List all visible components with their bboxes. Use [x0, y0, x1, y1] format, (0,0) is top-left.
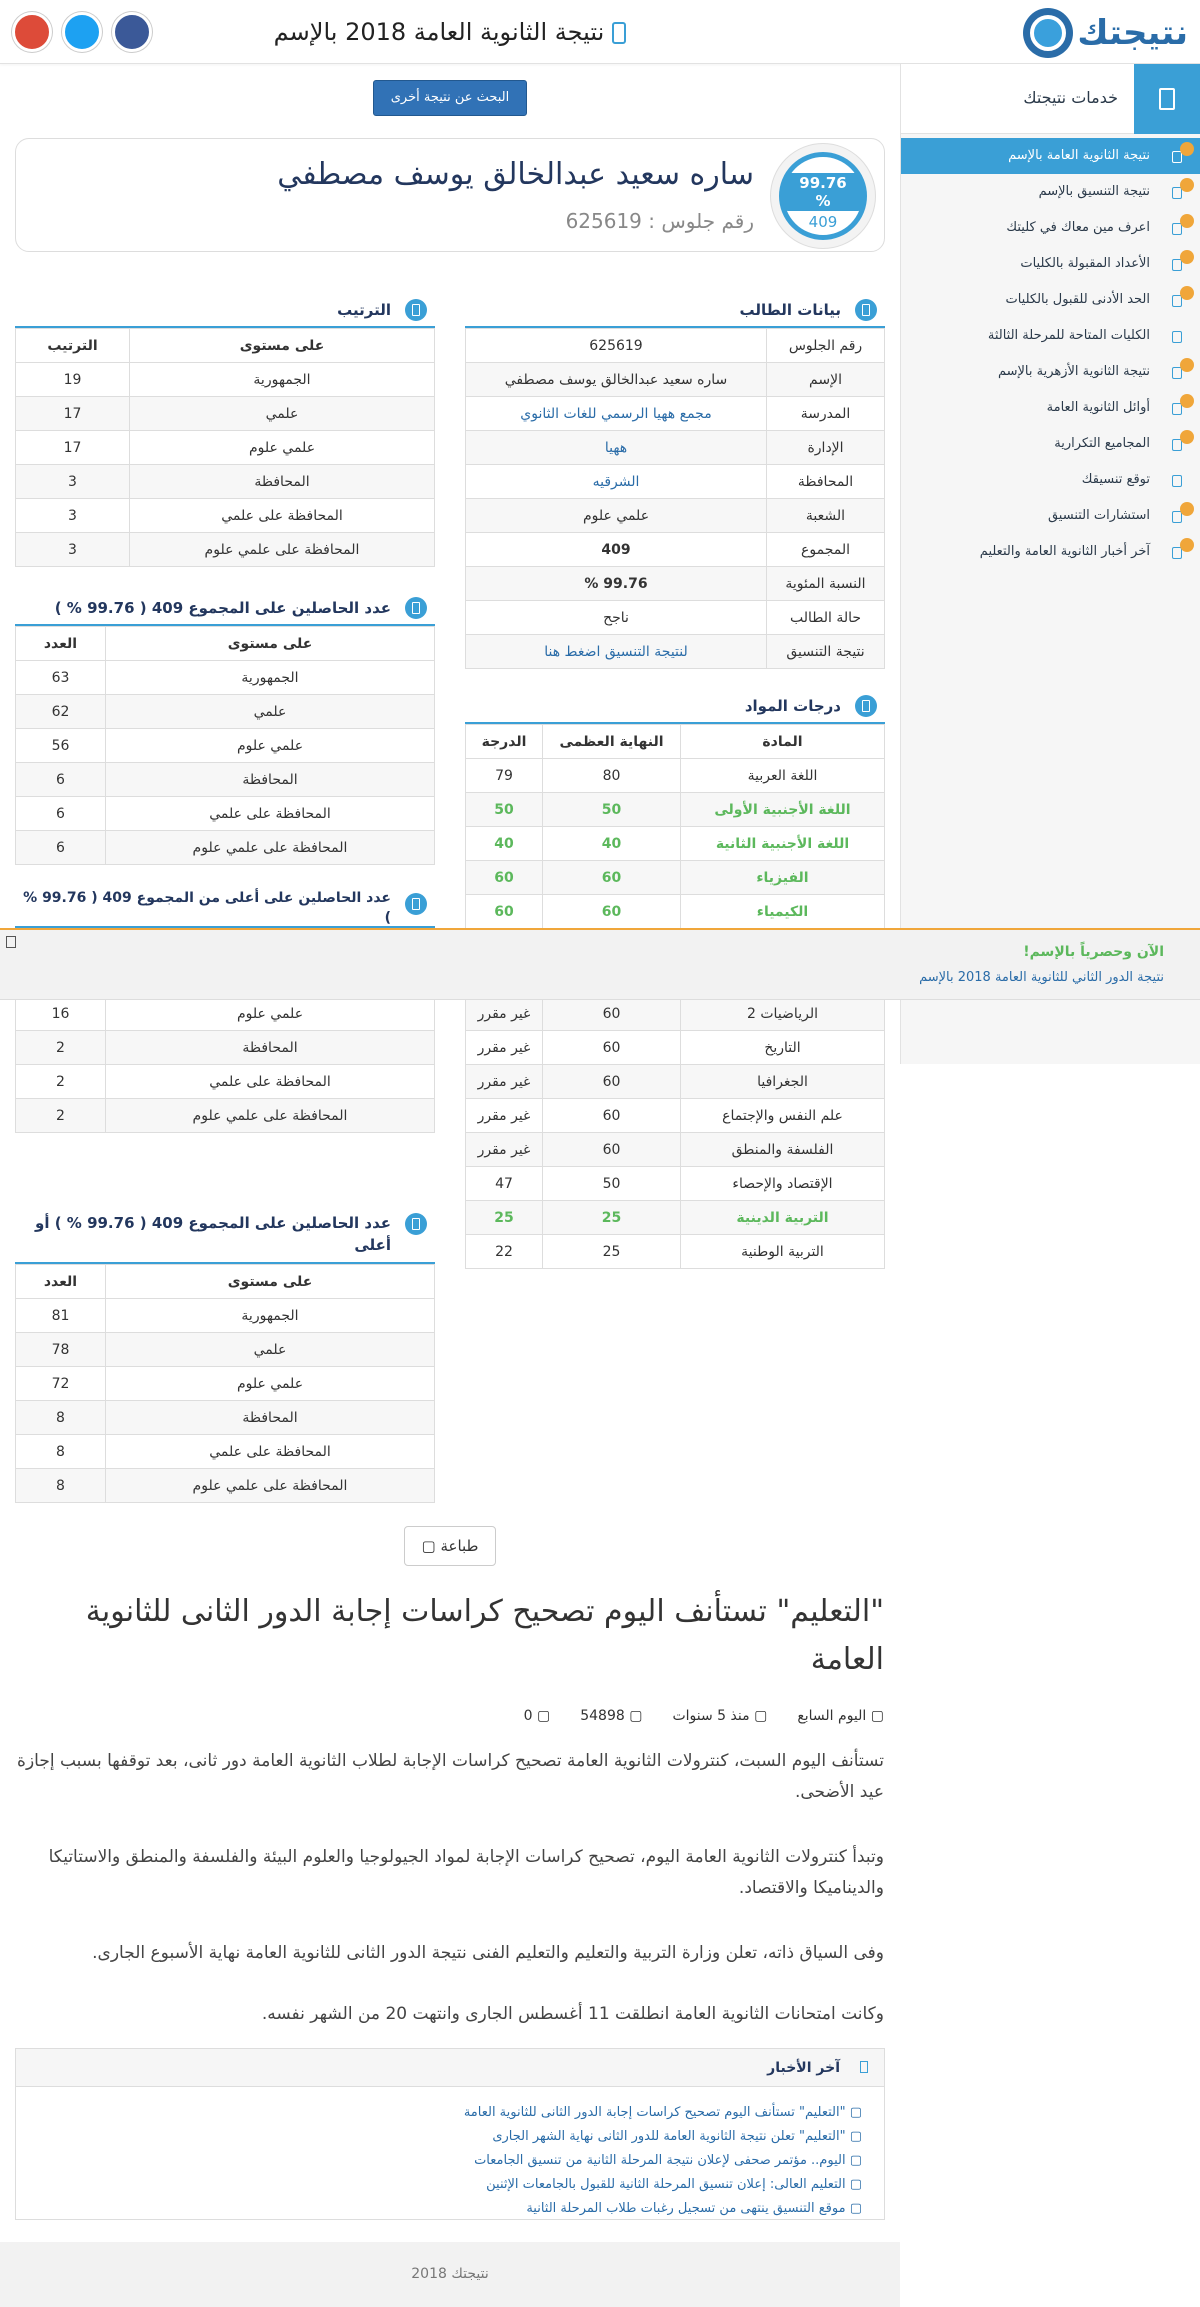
level-cell: علمي علوم: [106, 1367, 435, 1401]
article-paragraph: وكانت امتحانات الثانوية العامة انطلقت 11 أغسطس الجارى وانتهت 20 من الشهر نفسه.: [261, 2004, 884, 2024]
sidebar-item-label: الحد الأدنى للقبول بالكليات: [1005, 292, 1150, 307]
table-row: [466, 567, 885, 601]
table-cell: 80: [543, 759, 681, 793]
close-icon[interactable]: [6, 936, 16, 948]
table-cell: الكيمياء: [681, 895, 885, 929]
table-row: [16, 797, 435, 831]
col-header: على مستوى: [106, 627, 435, 661]
page-title-text: نتيجة الثانوية العامة 2018 بالإسم: [273, 18, 605, 46]
table-cell: 50: [466, 793, 543, 827]
table-row: [16, 729, 435, 763]
count-cell: 2: [16, 1031, 106, 1065]
panel-title: عدد الحاصلين على أعلى من المجموع 409 ( 99.76 % ): [23, 890, 391, 926]
panel-title: درجات المواد: [744, 697, 841, 715]
news-header: [16, 2049, 884, 2087]
views-text: 54898: [580, 1708, 625, 1724]
time-label: ▢ منذ 5 سنوات: [672, 1708, 768, 1724]
field-value: 409: [466, 533, 767, 567]
table-cell: التربية الوطنية: [681, 1235, 885, 1269]
info-icon: [405, 1213, 427, 1235]
table-cell: 25: [543, 1201, 681, 1235]
level-cell: المحافظة على علمي علوم: [106, 831, 435, 865]
sidebar-item-label: الكليات المتاحة للمرحلة الثالثة: [987, 328, 1150, 343]
services-icon: [1134, 64, 1200, 134]
or-higher-table: [15, 1264, 435, 1503]
count-cell: 16: [16, 997, 106, 1031]
table-cell: 25: [466, 1201, 543, 1235]
info-icon: [855, 299, 877, 321]
table-cell: 22: [466, 1235, 543, 1269]
link-icon: [1172, 331, 1182, 343]
sidebar-item-label: اعرف مين معاك في كليتك: [1006, 220, 1150, 235]
sidebar-title: خدمات نتيجتك: [1023, 88, 1118, 107]
field-label: حالة الطالب: [767, 601, 885, 635]
news-link[interactable]: [16, 2173, 862, 2197]
panel-header: [15, 886, 435, 928]
table-row: [466, 759, 885, 793]
table-cell: اللغة الأجنبية الثانية: [681, 827, 885, 861]
field-value: علمي علوم: [466, 499, 767, 533]
table-row: [16, 695, 435, 729]
promo-banner: [0, 928, 1200, 1000]
level-cell: علمي علوم: [130, 431, 435, 465]
table-row: [16, 1333, 435, 1367]
percent-value: 99.76 %: [784, 173, 862, 211]
field-label: الإسم: [767, 363, 885, 397]
table-cell: 60: [466, 895, 543, 929]
logo-icon: [1023, 8, 1073, 58]
table-cell: الفيزياء: [681, 861, 885, 895]
sidebar-item[interactable]: [901, 282, 1200, 318]
panel-title: عدد الحاصلين على المجموع 409 ( 99.76 % ): [54, 599, 391, 617]
col-header: العدد: [16, 627, 106, 661]
table-row: [16, 997, 435, 1031]
sidebar-header: [901, 64, 1200, 134]
student-name: ساره سعيد عبدالخالق يوسف مصطفي: [277, 157, 754, 192]
level-cell: المحافظة على علمي: [106, 1435, 435, 1469]
table-cell: غير مقرر: [466, 1099, 543, 1133]
sidebar-item-label: آخر أخبار الثانوية العامة والتعليم: [979, 544, 1150, 559]
field-label: المجموع: [767, 533, 885, 567]
sidebar-item[interactable]: [901, 390, 1200, 426]
sidebar-item[interactable]: [901, 318, 1200, 354]
table-row: [466, 1201, 885, 1235]
news-link-text: موقع التنسيق ينتهى من تسجيل رغبات طلاب المرحلة الثانية: [526, 2201, 846, 2216]
article-paragraph: وفى السياق ذاته، تعلن وزارة التربية والتعليم والتعليم الفنى نتيجة الدور الثانى للثانوية العامة نهاية الأسبوع الجارى.: [92, 1943, 884, 1963]
table-cell: التاريخ: [681, 1031, 885, 1065]
same-total-table: [15, 626, 435, 865]
count-cell: 56: [16, 729, 106, 763]
table-row: [466, 1167, 885, 1201]
student-info-table: [465, 328, 885, 669]
panel-header: [15, 1206, 435, 1264]
news-link-text: "التعليم" تستأنف اليوم تصحيح كراسات إجابة الدور الثانى للثانوية العامة: [463, 2105, 846, 2120]
new-badge-icon: [1180, 286, 1194, 300]
seat-number: رقم جلوس : 625619: [565, 209, 754, 233]
sidebar-item[interactable]: [901, 462, 1200, 498]
count-cell: 72: [16, 1367, 106, 1401]
google-plus-icon[interactable]: [12, 12, 52, 52]
bullet-icon: ▢: [845, 2129, 862, 2144]
field-label: الإدارة: [767, 431, 885, 465]
table-row: [466, 861, 885, 895]
table-cell: 50: [543, 1167, 681, 1201]
sidebar-item-label: المجاميع التكرارية: [1054, 436, 1150, 451]
news-link[interactable]: [16, 2125, 862, 2149]
sidebar-item-label: استشارات التنسيق: [1047, 508, 1150, 523]
sidebar-item[interactable]: [901, 246, 1200, 282]
table-cell: الإقتصاد والإحصاء: [681, 1167, 885, 1201]
rank-panel: [15, 292, 435, 567]
table-row: [466, 1235, 885, 1269]
article-paragraph: تستأنف اليوم السبت، كنترولات الثانوية العامة تصحيح كراسات الإجابة لطلاب الثانوية العامة دور ثانى، بعد توقفها بسبب إجازة عيد الأضحى.: [17, 1751, 884, 1802]
level-cell: علمي: [130, 397, 435, 431]
field-label: المحافظة: [767, 465, 885, 499]
level-cell: المحافظة على علمي: [106, 797, 435, 831]
info-icon: [855, 695, 877, 717]
count-cell: 6: [16, 797, 106, 831]
twitter-icon[interactable]: [62, 12, 102, 52]
field-value: 625619: [466, 329, 767, 363]
table-row: [16, 465, 435, 499]
count-cell: 2: [16, 1099, 106, 1133]
facebook-icon[interactable]: [112, 12, 152, 52]
table-row: [466, 465, 885, 499]
table-row: [466, 895, 885, 929]
sidebar-item-label: أوائل الثانوية العامة: [1046, 400, 1150, 415]
field-label: رقم الجلوس: [767, 329, 885, 363]
level-cell: المحافظة: [106, 1031, 435, 1065]
table-cell: الرياضيات 2: [681, 997, 885, 1031]
count-cell: 2: [16, 1065, 106, 1099]
sidebar-item[interactable]: [901, 534, 1200, 570]
search-again-button[interactable]: البحث عن نتيجة أخرى: [373, 80, 527, 116]
table-row: [16, 1435, 435, 1469]
col-header: الترتيب: [16, 329, 130, 363]
col-header: النهاية العظمى: [543, 725, 681, 759]
table-row: [466, 601, 885, 635]
count-cell: 8: [16, 1469, 106, 1503]
higher-total-panel: [15, 886, 435, 1133]
table-cell: 60: [543, 1065, 681, 1099]
level-cell: علمي: [106, 695, 435, 729]
new-badge-icon: [1180, 430, 1194, 444]
count-cell: 81: [16, 1299, 106, 1333]
field-value[interactable]: ههيا: [466, 431, 767, 465]
col-header: على مستوى: [106, 1265, 435, 1299]
table-cell: غير مقرر: [466, 997, 543, 1031]
table-row: [466, 1099, 885, 1133]
table-row: [466, 363, 885, 397]
field-value[interactable]: لنتيجة التنسيق اضغط هنا: [466, 635, 767, 669]
level-cell: علمي علوم: [106, 997, 435, 1031]
social-buttons: [12, 12, 152, 52]
table-row: [16, 661, 435, 695]
count-cell: 17: [16, 397, 130, 431]
table-row: [16, 499, 435, 533]
table-row: [16, 1469, 435, 1503]
rank-table: [15, 328, 435, 567]
table-cell: التربية الدينية: [681, 1201, 885, 1235]
count-cell: 19: [16, 363, 130, 397]
print-button[interactable]: [404, 1526, 496, 1566]
field-label: النسبة المئوية: [767, 567, 885, 601]
field-label: المدرسة: [767, 397, 885, 431]
level-cell: المحافظة على علمي: [106, 1065, 435, 1099]
sidebar-item[interactable]: [901, 426, 1200, 462]
count-cell: 6: [16, 763, 106, 797]
level-cell: الجمهورية: [130, 363, 435, 397]
table-row: [16, 831, 435, 865]
table-row: [16, 1367, 435, 1401]
site-logo[interactable]: [1023, 8, 1188, 58]
table-cell: غير مقرر: [466, 1031, 543, 1065]
sidebar-item[interactable]: [901, 174, 1200, 210]
table-cell: 60: [543, 861, 681, 895]
level-cell: علمي: [106, 1333, 435, 1367]
field-value[interactable]: الشرقيه: [466, 465, 767, 499]
col-header: العدد: [16, 1265, 106, 1299]
news-title: آخر الأخبار: [767, 2060, 840, 2076]
table-cell: 50: [543, 793, 681, 827]
table-cell: 79: [466, 759, 543, 793]
col-header: الدرجة: [466, 725, 543, 759]
bullet-icon: ▢: [845, 2177, 862, 2192]
level-cell: المحافظة على علمي علوم: [106, 1099, 435, 1133]
table-row: [466, 499, 885, 533]
panel-header: [15, 590, 435, 626]
table-cell: 25: [543, 1235, 681, 1269]
printer-icon: ▢: [421, 1537, 436, 1555]
table-row: [466, 635, 885, 669]
field-value: ناجح: [466, 601, 767, 635]
table-row: [466, 997, 885, 1031]
info-icon: [405, 597, 427, 619]
article-paragraph: وتبدأ كنترولات الثانوية العامة اليوم، تصحيح كراسات الإجابة لمواد الجيولوجيا والعلوم البيئة والفلسفة والمنطق والاستاتيكا والديناميكا والاقتصاد.: [48, 1847, 884, 1898]
news-link-text: "التعليم" تعلن نتيجة الثانوية العامة للدور الثانى نهاية الشهر الجارى: [492, 2129, 846, 2144]
table-cell: 60: [543, 997, 681, 1031]
table-row: [16, 397, 435, 431]
count-cell: 78: [16, 1333, 106, 1367]
views-label: ▢ 54898: [580, 1708, 643, 1724]
table-row: [16, 1299, 435, 1333]
count-cell: 8: [16, 1401, 106, 1435]
new-badge-icon: [1180, 538, 1194, 552]
top-bar: [0, 0, 1200, 64]
count-cell: 17: [16, 431, 130, 465]
table-row: [16, 1065, 435, 1099]
table-row: [466, 1133, 885, 1167]
table-row: [466, 533, 885, 567]
count-cell: 3: [16, 533, 130, 567]
time-text: منذ 5 سنوات: [672, 1708, 750, 1724]
table-cell: علم النفس والإجتماع: [681, 1099, 885, 1133]
table-cell: 60: [466, 861, 543, 895]
table-row: [16, 1099, 435, 1133]
new-badge-icon: [1180, 250, 1194, 264]
table-cell: 40: [466, 827, 543, 861]
col-header: على مستوى: [130, 329, 435, 363]
bullet-icon: ▢: [845, 2201, 862, 2216]
count-cell: 8: [16, 1435, 106, 1469]
bullet-icon: ▢: [845, 2153, 862, 2168]
or-higher-panel: [15, 1206, 435, 1503]
count-cell: 6: [16, 831, 106, 865]
table-row: [466, 329, 885, 363]
panel-title: عدد الحاصلين على المجموع 409 ( 99.76 % ) أو أعلى: [35, 1214, 391, 1254]
table-cell: 60: [543, 1133, 681, 1167]
count-cell: 3: [16, 465, 130, 499]
sidebar-item[interactable]: [901, 354, 1200, 390]
table-cell: الفلسفة والمنطق: [681, 1133, 885, 1167]
sidebar-item-label: الأعداد المقبولة بالكليات: [1020, 256, 1150, 271]
table-cell: الجغرافيا: [681, 1065, 885, 1099]
table-cell: اللغة الأجنبية الأولى: [681, 793, 885, 827]
panel-header: [465, 292, 885, 328]
field-label: نتيجة التنسيق: [767, 635, 885, 669]
level-cell: علمي علوم: [106, 729, 435, 763]
news-link[interactable]: [16, 2101, 862, 2125]
latest-news-box: [15, 2048, 885, 2220]
info-icon: [405, 299, 427, 321]
table-cell: 40: [543, 827, 681, 861]
new-badge-icon: [1180, 214, 1194, 228]
total-value: 409: [808, 213, 838, 231]
info-icon: [405, 893, 427, 915]
comments-label: ▢ 0: [523, 1708, 551, 1724]
table-row: [16, 533, 435, 567]
news-link-text: اليوم.. مؤتمر صحفى لإعلان نتيجة المرحلة الثانية من تنسيق الجامعات: [474, 2153, 846, 2168]
panel-title: الترتيب: [337, 301, 391, 319]
sidebar-item[interactable]: [901, 138, 1200, 174]
level-cell: الجمهورية: [106, 1299, 435, 1333]
new-badge-icon: [1180, 394, 1194, 408]
sidebar-item[interactable]: [901, 498, 1200, 534]
field-value: ساره سعيد عبدالخالق يوسف مصطفي: [466, 363, 767, 397]
col-header: المادة: [681, 725, 885, 759]
count-cell: 62: [16, 695, 106, 729]
comments-text: 0: [523, 1708, 533, 1724]
level-cell: المحافظة على علمي: [130, 499, 435, 533]
news-link[interactable]: [16, 2149, 862, 2173]
sidebar-item[interactable]: [901, 210, 1200, 246]
sidebar-item-label: نتيجة التنسيق بالإسم: [1038, 184, 1150, 199]
new-badge-icon: [1180, 358, 1194, 372]
panel-header: [465, 688, 885, 724]
field-label: الشعبة: [767, 499, 885, 533]
panel-header: [15, 292, 435, 328]
sidebar-item-label: توقع تنسيقك: [1081, 472, 1150, 487]
bullet-icon: ▢: [845, 2105, 862, 2120]
field-value[interactable]: مجمع ههيا الرسمي للغات الثانوي: [466, 397, 767, 431]
score-badge: [770, 143, 876, 249]
news-link[interactable]: [16, 2197, 862, 2221]
student-info-panel: [465, 292, 885, 669]
table-row: [466, 1031, 885, 1065]
source-label: ▢ اليوم السابع: [797, 1708, 884, 1724]
table-cell: 60: [543, 1099, 681, 1133]
new-badge-icon: [1180, 502, 1194, 516]
footer: نتيجتك 2018: [0, 2242, 900, 2307]
table-row: [466, 1065, 885, 1099]
table-cell: اللغة العربية: [681, 759, 885, 793]
panel-title: بيانات الطالب: [739, 301, 841, 319]
level-cell: المحافظة: [106, 763, 435, 797]
level-cell: المحافظة: [130, 465, 435, 499]
news-icon: [860, 2061, 868, 2073]
level-cell: المحافظة على علمي علوم: [106, 1469, 435, 1503]
source-text: اليوم السابع: [797, 1708, 867, 1724]
table-cell: 60: [543, 895, 681, 929]
table-row: [16, 1031, 435, 1065]
table-row: [16, 363, 435, 397]
new-badge-icon: [1180, 142, 1194, 156]
level-cell: الجمهورية: [106, 661, 435, 695]
link-icon: [1172, 475, 1182, 487]
field-value: 99.76 %: [466, 567, 767, 601]
table-row: [16, 431, 435, 465]
table-row: [466, 397, 885, 431]
promo-headline: الآن وحصرياً بالإسم!: [1023, 944, 1164, 960]
logo-text: نتيجتك: [1077, 13, 1188, 53]
table-row: [16, 1401, 435, 1435]
news-link-text: التعليم العالى: إعلان تنسيق المرحلة الثانية للقبول بالجامعات الإثنين: [486, 2177, 846, 2192]
count-cell: 63: [16, 661, 106, 695]
print-label: طباعة: [440, 1537, 479, 1555]
table-cell: غير مقرر: [466, 1133, 543, 1167]
table-row: [466, 793, 885, 827]
sidebar-item-label: نتيجة الثانوية العامة بالإسم: [1008, 148, 1150, 163]
table-row: [16, 763, 435, 797]
new-badge-icon: [1180, 178, 1194, 192]
document-icon: [612, 22, 626, 44]
promo-link[interactable]: نتيجة الدور الثاني للثانوية العامة 2018 بالإسم: [919, 970, 1164, 985]
table-cell: 47: [466, 1167, 543, 1201]
level-cell: المحافظة على علمي علوم: [130, 533, 435, 567]
table-row: [466, 431, 885, 465]
same-total-panel: [15, 590, 435, 865]
count-cell: 3: [16, 499, 130, 533]
table-cell: 60: [543, 1031, 681, 1065]
article-meta: [524, 1708, 884, 1724]
table-row: [466, 827, 885, 861]
student-card: [15, 138, 885, 252]
article-title: "التعليم" تستأنف اليوم تصحيح كراسات إجابة الدور الثانى للثانوية العامة: [85, 1594, 884, 1677]
table-cell: غير مقرر: [466, 1065, 543, 1099]
sidebar-item-label: نتيجة الثانوية الأزهرية بالإسم: [997, 364, 1150, 379]
sidebar: [900, 64, 1200, 1064]
level-cell: المحافظة: [106, 1401, 435, 1435]
